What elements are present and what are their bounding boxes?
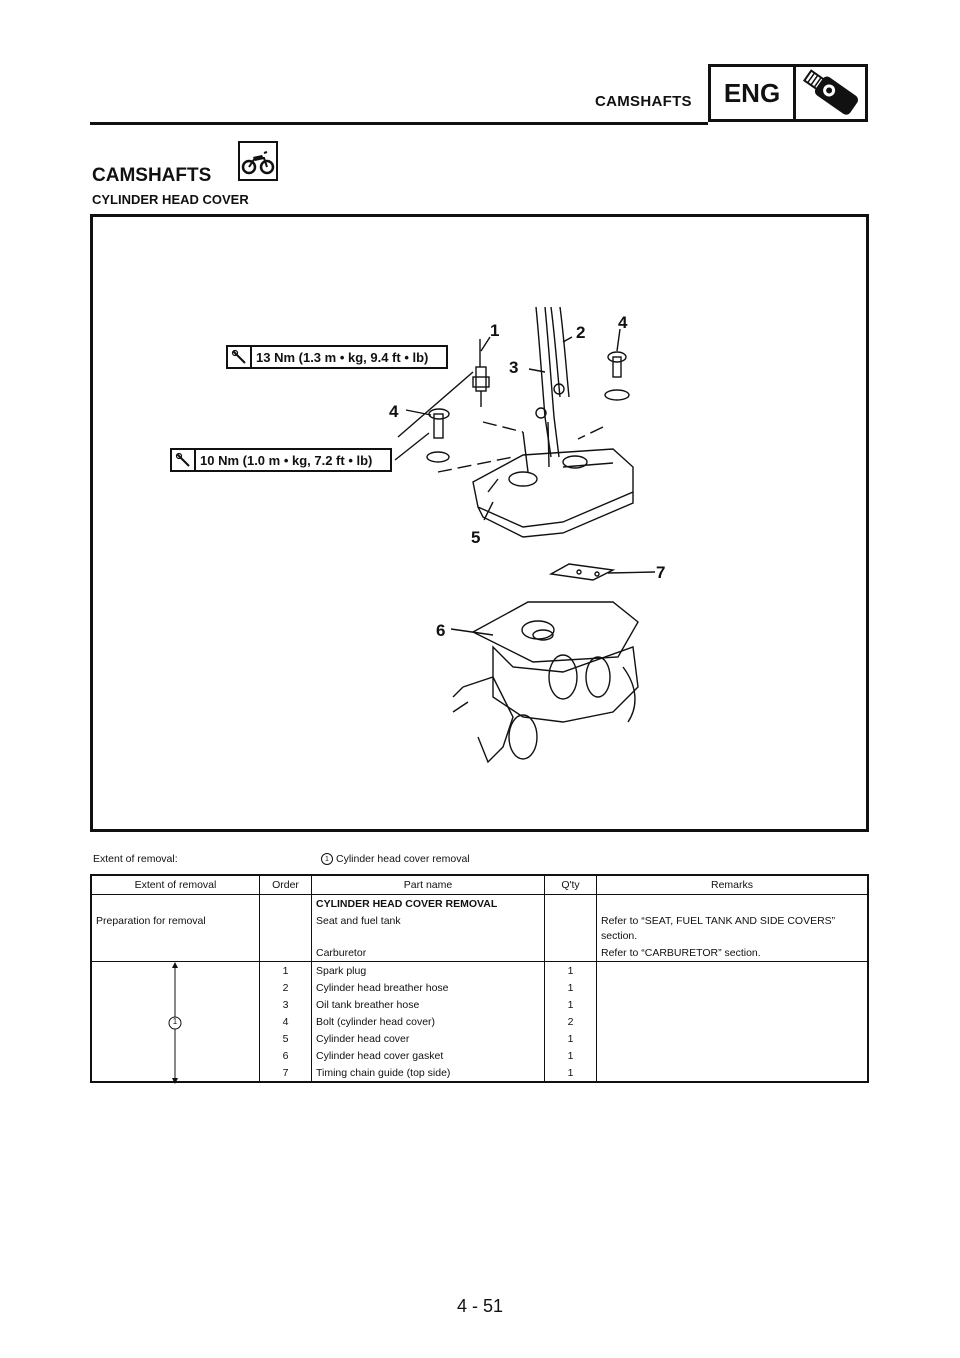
- part-name: Seat and fuel tank: [311, 912, 544, 944]
- torque-value-2: 10 Nm (1.0 m • kg, 7.2 ft • lb): [200, 452, 373, 468]
- col-header: Remarks: [596, 876, 867, 894]
- extent-text: Cylinder head cover removal: [336, 853, 470, 865]
- part-name: Cylinder head cover: [311, 1030, 544, 1047]
- table-row: [92, 1013, 867, 1030]
- qty: 2: [544, 1013, 596, 1030]
- part-name: Cylinder head breather hose: [311, 979, 544, 996]
- part-name: Bolt (cylinder head cover): [311, 1013, 544, 1030]
- header-section-title: CAMSHAFTS: [595, 93, 692, 110]
- torque-wrench-icon: [172, 450, 196, 470]
- order: 2: [259, 979, 311, 996]
- remarks-line: section.: [601, 930, 638, 942]
- callout-1: 1: [490, 321, 500, 340]
- removal-table: [90, 874, 869, 1083]
- extent-marker: 1: [172, 1017, 178, 1026]
- qty: 1: [544, 979, 596, 996]
- page-title: CAMSHAFTS: [92, 165, 212, 186]
- callout-7: 7: [656, 563, 666, 582]
- table-row: [92, 962, 867, 979]
- torque-spec-spark-plug: [226, 345, 448, 369]
- qty: 1: [544, 1030, 596, 1047]
- table-row: [92, 1030, 867, 1047]
- callout-2: 2: [576, 323, 586, 342]
- part-name: Cylinder head cover gasket: [311, 1047, 544, 1064]
- header-rule: [90, 122, 708, 125]
- part-name: Oil tank breather hose: [311, 996, 544, 1013]
- section-tag: ENG: [711, 67, 796, 119]
- torque-spec-bolt: [170, 448, 392, 472]
- torque-wrench-icon: [228, 347, 252, 367]
- cylinder-head-illustration: [93, 217, 866, 829]
- table-row: [92, 895, 867, 912]
- order: 7: [259, 1064, 311, 1081]
- table-header: [92, 876, 867, 895]
- callout-3: 3: [509, 358, 519, 377]
- callout-4-left: 4: [389, 402, 399, 421]
- callout-5: 5: [471, 528, 481, 547]
- order: 1: [259, 962, 311, 979]
- page-number: 4 - 51: [456, 1296, 504, 1316]
- section-tag-box: [708, 64, 868, 122]
- col-header: Part name: [311, 876, 544, 894]
- table-heading: CYLINDER HEAD COVER REMOVAL: [311, 895, 544, 912]
- table-row: [92, 1064, 867, 1081]
- col-header: Extent of removal: [134, 879, 217, 891]
- callout-6: 6: [436, 621, 446, 640]
- order: 3: [259, 996, 311, 1013]
- order: 6: [259, 1047, 311, 1064]
- part-name: Timing chain guide (top side): [311, 1064, 544, 1081]
- prep-label: Preparation for removal: [96, 915, 206, 927]
- engine-bolt-icon: [796, 67, 865, 119]
- callout-4-right: 4: [618, 313, 628, 332]
- qty: 1: [544, 1047, 596, 1064]
- page-subtitle: CYLINDER HEAD COVER: [92, 192, 249, 207]
- table-row: [92, 944, 867, 961]
- extent-label: Extent of removal:: [93, 853, 178, 865]
- part-name: Carburetor: [311, 944, 544, 961]
- qty: 1: [544, 996, 596, 1013]
- table-row: [92, 1047, 867, 1064]
- extent-marker: 1: [321, 853, 333, 865]
- order: 5: [259, 1030, 311, 1047]
- col-header: Order: [259, 876, 311, 894]
- table-row: [92, 979, 867, 996]
- remarks-line: Refer to “SEAT, FUEL TANK AND SIDE COVERS”: [601, 915, 836, 927]
- remarks: Refer to “CARBURETOR” section.: [596, 944, 867, 961]
- part-name: Spark plug: [311, 962, 544, 979]
- table-row: [92, 912, 867, 944]
- exploded-diagram: [90, 214, 869, 832]
- order: 4: [259, 1013, 311, 1030]
- table-row: [92, 996, 867, 1013]
- remarks: [596, 912, 867, 944]
- torque-value-1: 13 Nm (1.3 m • kg, 9.4 ft • lb): [256, 349, 429, 365]
- dirt-bike-icon: [238, 141, 278, 181]
- col-header: Q'ty: [544, 876, 596, 894]
- extent-value: [321, 853, 470, 865]
- parts-section: [92, 961, 867, 1081]
- qty: 1: [544, 1064, 596, 1081]
- qty: 1: [544, 962, 596, 979]
